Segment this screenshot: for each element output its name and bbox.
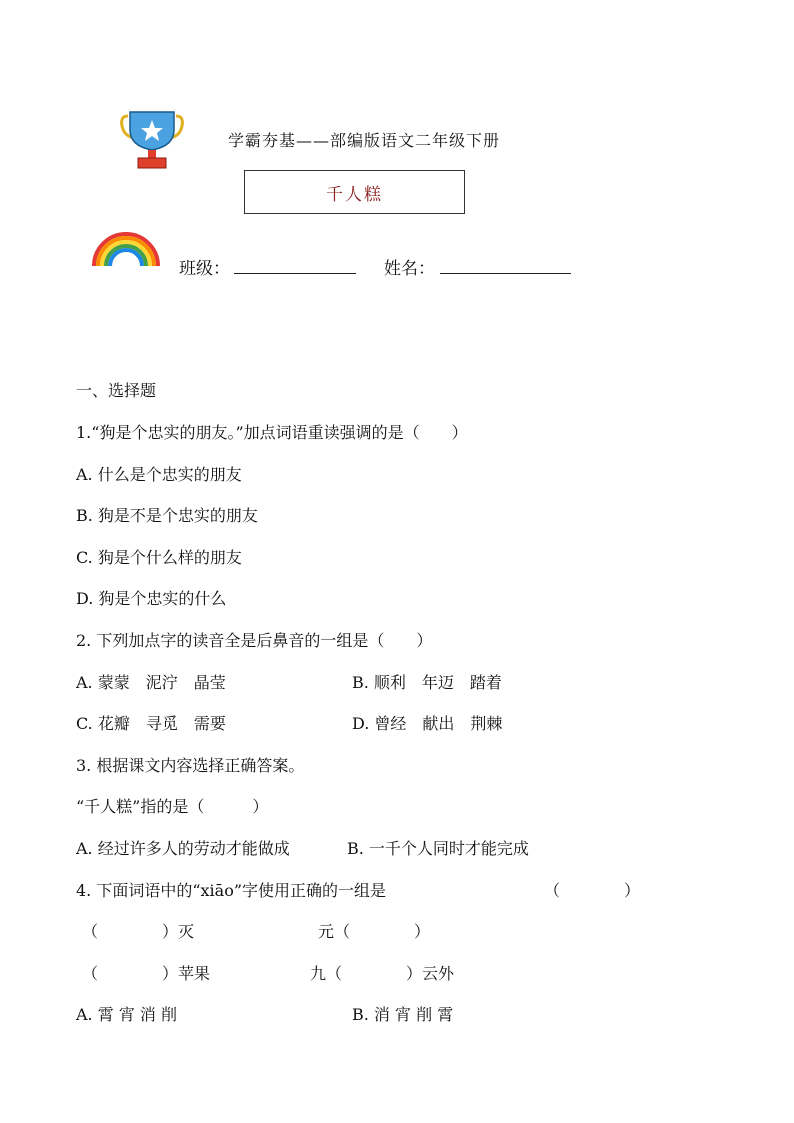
- question-3-option-b[interactable]: B. 一千个人同时才能完成: [347, 839, 529, 858]
- question-1-option-d[interactable]: D. 狗是个忠实的什么: [76, 589, 227, 608]
- section-title: 一、选择题: [76, 381, 157, 400]
- question-2-option-a[interactable]: A. 蒙蒙 泥泞 晶莹: [76, 673, 226, 692]
- class-field[interactable]: [234, 273, 356, 274]
- question-1-stem: 1.“狗是个忠实的朋友。”加点词语重读强调的是（ ）: [76, 423, 468, 442]
- question-2-option-c[interactable]: C. 花瓣 寻觅 需要: [76, 714, 226, 733]
- name-label: 姓名：: [384, 259, 435, 279]
- question-1-option-a[interactable]: A. 什么是个忠实的朋友: [76, 465, 242, 484]
- question-3-sub: “千人糕”指的是（ ）: [76, 797, 269, 816]
- question-3-stem: 3. 根据课文内容选择正确答案。: [76, 756, 305, 775]
- question-4-option-a[interactable]: A. 霄 宵 消 削: [76, 1005, 177, 1024]
- lesson-title: 千人糕: [326, 184, 383, 205]
- question-4-blank-1[interactable]: （ ）灭: [82, 922, 195, 941]
- class-label: 班级：: [179, 259, 230, 279]
- question-2-stem: 2. 下列加点字的读音全是后鼻音的一组是（ ）: [76, 631, 433, 650]
- question-4-blank-4[interactable]: 九（ ）云外: [310, 964, 455, 983]
- name-field[interactable]: [440, 273, 571, 274]
- page-header-title: 学霸夯基——部编版语文二年级下册: [228, 131, 501, 150]
- question-4-stem: 4. 下面词语中的“xiāo”字使用正确的一组是: [76, 881, 387, 900]
- question-1-option-c[interactable]: C. 狗是个什么样的朋友: [76, 548, 242, 567]
- question-2-option-d[interactable]: D. 曾经 献出 荆棘: [352, 714, 503, 733]
- question-3-option-a[interactable]: A. 经过许多人的劳动才能做成: [76, 839, 290, 858]
- lesson-title-box: [244, 170, 465, 214]
- question-4-option-b[interactable]: B. 消 宵 削 霄: [352, 1005, 454, 1024]
- question-4-blank-3[interactable]: （ ）苹果: [82, 964, 211, 983]
- trophy-icon: [118, 108, 186, 170]
- question-1-option-b[interactable]: B. 狗是不是个忠实的朋友: [76, 506, 258, 525]
- question-4-blank-2[interactable]: 元（ ）: [318, 922, 431, 941]
- question-4-answer-paren[interactable]: （ ）: [544, 881, 641, 900]
- rainbow-icon: [90, 229, 162, 267]
- question-2-option-b[interactable]: B. 顺利 年迈 踏着: [352, 673, 502, 692]
